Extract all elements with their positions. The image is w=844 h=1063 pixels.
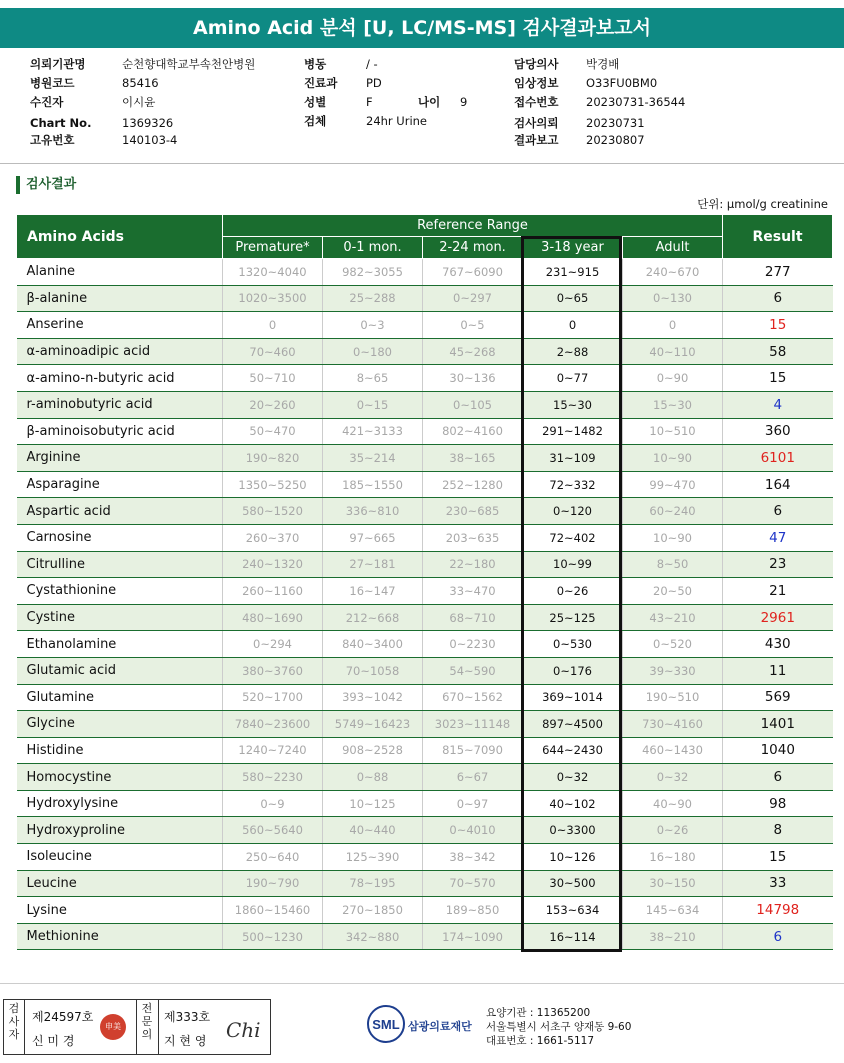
reference-range-cell: 815~7090 <box>423 737 523 764</box>
reference-range-cell: 560~5640 <box>223 817 323 844</box>
reference-range-cell: 342~880 <box>323 923 423 950</box>
table-row <box>17 764 833 791</box>
result-cell: 8 <box>723 817 833 844</box>
reference-range-cell: 33~470 <box>423 578 523 605</box>
reference-range-cell: 78~195 <box>323 870 423 897</box>
reference-range-cell: 802~4160 <box>423 418 523 445</box>
reference-range-cell: 72~332 <box>523 471 623 498</box>
reference-range-cell: 580~1520 <box>223 498 323 525</box>
table-row <box>17 418 833 445</box>
reference-range-cell: 0~3 <box>323 312 423 339</box>
reference-range-cell: 16~114 <box>523 923 623 950</box>
reference-range-cell: 336~810 <box>323 498 423 525</box>
reference-range-cell: 15~30 <box>523 391 623 418</box>
reference-range-cell: 1020~3500 <box>223 285 323 312</box>
inspector-number: 제24597호 <box>32 1010 94 1024</box>
reference-range-cell: 190~510 <box>623 684 723 711</box>
info-value: 이시윤 <box>122 95 156 109</box>
reference-range-cell: 0~4010 <box>423 817 523 844</box>
reference-range-cell: 185~1550 <box>323 471 423 498</box>
reference-range-cell: 54~590 <box>423 657 523 684</box>
reference-range-cell: 1350~5250 <box>223 471 323 498</box>
table-row <box>17 711 833 738</box>
reference-range-cell: 70~460 <box>223 338 323 365</box>
reference-range-cell: 5749~16423 <box>323 711 423 738</box>
amino-acid-name: Carnosine <box>17 524 223 551</box>
info-value: 20230731 <box>586 116 645 130</box>
phone: 대표번호 : 1661-5117 <box>486 1035 595 1047</box>
reference-range-cell: 20~50 <box>623 578 723 605</box>
inspector-name: 신 미 경 <box>32 1034 75 1048</box>
reference-range-cell: 520~1700 <box>223 684 323 711</box>
footer-divider <box>0 983 844 984</box>
reference-range-cell: 670~1562 <box>423 684 523 711</box>
result-cell: 23 <box>723 551 833 578</box>
amino-acid-name: Glutamine <box>17 684 223 711</box>
amino-acid-name: Cystine <box>17 604 223 631</box>
reference-range-cell: 35~214 <box>323 445 423 472</box>
table-row <box>17 684 833 711</box>
reference-range-cell: 0~3300 <box>523 817 623 844</box>
reference-range-cell: 1320~4040 <box>223 259 323 286</box>
table-row <box>17 737 833 764</box>
reference-range-cell: 10~90 <box>623 445 723 472</box>
result-cell: 14798 <box>723 897 833 924</box>
divider <box>0 163 844 164</box>
reference-range-cell: 203~635 <box>423 524 523 551</box>
reference-range-cell: 260~370 <box>223 524 323 551</box>
table-row <box>17 285 833 312</box>
result-cell: 15 <box>723 312 833 339</box>
reference-range-cell: 0~176 <box>523 657 623 684</box>
amino-acid-name: Lysine <box>17 897 223 924</box>
amino-acid-name: Arginine <box>17 445 223 472</box>
confirmer-name: 지 현 영 <box>164 1034 207 1048</box>
reference-range-cell: 10~510 <box>623 418 723 445</box>
reference-range-cell: 27~181 <box>323 551 423 578</box>
reference-range-cell: 3023~11148 <box>423 711 523 738</box>
reference-range-cell: 10~126 <box>523 844 623 871</box>
reference-range-cell: 10~99 <box>523 551 623 578</box>
reference-range-cell: 1860~15460 <box>223 897 323 924</box>
header-ref-col: 3-18 year <box>523 237 623 259</box>
table-row <box>17 259 833 286</box>
reference-range-cell: 380~3760 <box>223 657 323 684</box>
reference-range-cell: 22~180 <box>423 551 523 578</box>
result-cell: 15 <box>723 365 833 392</box>
info-label: Chart No. <box>30 116 92 130</box>
amino-acid-name: β-aminoisobutyric acid <box>17 418 223 445</box>
reference-range-cell: 0~2230 <box>423 631 523 658</box>
reference-range-cell: 0~15 <box>323 391 423 418</box>
result-cell: 33 <box>723 870 833 897</box>
divider <box>136 1000 137 1054</box>
reference-range-cell: 145~634 <box>623 897 723 924</box>
logo-text: 삼광의료재단 <box>408 1020 472 1033</box>
result-cell: 277 <box>723 259 833 286</box>
reference-range-cell: 0~180 <box>323 338 423 365</box>
result-cell: 6101 <box>723 445 833 472</box>
info-label: 수진자 <box>30 95 64 109</box>
amino-acid-name: Homocystine <box>17 764 223 791</box>
reference-range-cell: 10~125 <box>323 790 423 817</box>
reference-range-cell: 840~3400 <box>323 631 423 658</box>
amino-acid-name: Hydroxylysine <box>17 790 223 817</box>
result-cell: 47 <box>723 524 833 551</box>
reference-range-cell: 30~150 <box>623 870 723 897</box>
info-label: 담당의사 <box>514 57 559 71</box>
reference-range-cell: 70~1058 <box>323 657 423 684</box>
reference-range-cell: 10~90 <box>623 524 723 551</box>
results-table <box>16 214 833 950</box>
info-value: 140103-4 <box>122 133 178 147</box>
info-value: 박경배 <box>586 57 620 71</box>
result-cell: 6 <box>723 498 833 525</box>
reference-range-cell: 40~440 <box>323 817 423 844</box>
info-label: 고유번호 <box>30 133 75 147</box>
address: 서울특별시 서초구 양재동 9-60 <box>486 1021 632 1033</box>
info-label: 결과보고 <box>514 133 559 147</box>
reference-range-cell: 190~820 <box>223 445 323 472</box>
header-reference-range: Reference Range <box>223 215 723 237</box>
section-title: 검사결과 <box>16 176 76 194</box>
reference-range-cell: 767~6090 <box>423 259 523 286</box>
amino-acid-name: Isoleucine <box>17 844 223 871</box>
info-value: 순천향대학교부속천안병원 <box>122 57 256 71</box>
reference-range-cell: 0 <box>523 312 623 339</box>
table-row <box>17 817 833 844</box>
reference-range-cell: 30~500 <box>523 870 623 897</box>
info-label: 검사의뢰 <box>514 116 559 130</box>
result-cell: 2961 <box>723 604 833 631</box>
reference-range-cell: 0~26 <box>623 817 723 844</box>
reference-range-cell: 7840~23600 <box>223 711 323 738</box>
reference-range-cell: 0~97 <box>423 790 523 817</box>
amino-acid-name: Anserine <box>17 312 223 339</box>
divider <box>24 1000 25 1054</box>
reference-range-cell: 480~1690 <box>223 604 323 631</box>
header-ref-col: Premature* <box>223 237 323 259</box>
info-value: F <box>366 95 373 109</box>
amino-acid-name: Hydroxyproline <box>17 817 223 844</box>
info-label: 임상정보 <box>514 76 559 90</box>
reference-range-cell: 38~342 <box>423 844 523 871</box>
result-cell: 4 <box>723 391 833 418</box>
reference-range-cell: 16~147 <box>323 578 423 605</box>
results-body <box>17 259 833 950</box>
reference-range-cell: 260~1160 <box>223 578 323 605</box>
amino-acid-name: Aspartic acid <box>17 498 223 525</box>
header-ref-col: Adult <box>623 237 723 259</box>
logo-abbr: SML <box>372 1017 400 1032</box>
age-value: 9 <box>460 95 468 109</box>
reference-range-cell: 252~1280 <box>423 471 523 498</box>
reference-range-cell: 40~110 <box>623 338 723 365</box>
table-row <box>17 445 833 472</box>
reference-range-cell: 240~670 <box>623 259 723 286</box>
signature: Chi <box>226 1018 261 1042</box>
reference-range-cell: 0~9 <box>223 790 323 817</box>
info-label: 병원코드 <box>30 76 75 90</box>
amino-acid-name: Glycine <box>17 711 223 738</box>
info-label: 의뢰기관명 <box>30 57 86 71</box>
info-value: O33FU0BM0 <box>586 76 658 90</box>
table-row <box>17 844 833 871</box>
table-row <box>17 604 833 631</box>
header-ref-col: 0-1 mon. <box>323 237 423 259</box>
reference-range-cell: 125~390 <box>323 844 423 871</box>
reference-range-cell: 1240~7240 <box>223 737 323 764</box>
reference-range-cell: 43~210 <box>623 604 723 631</box>
reference-range-cell: 460~1430 <box>623 737 723 764</box>
reference-range-cell: 0~297 <box>423 285 523 312</box>
amino-acid-name: Histidine <box>17 737 223 764</box>
reference-range-cell: 30~136 <box>423 365 523 392</box>
result-cell: 1040 <box>723 737 833 764</box>
address-block <box>486 1006 631 1048</box>
info-value: / - <box>366 57 378 71</box>
reference-range-cell: 0~5 <box>423 312 523 339</box>
reference-range-cell: 38~165 <box>423 445 523 472</box>
reference-range-cell: 6~67 <box>423 764 523 791</box>
table-row <box>17 365 833 392</box>
info-label: 접수번호 <box>514 95 559 109</box>
amino-acid-name: Alanine <box>17 259 223 286</box>
table-row <box>17 897 833 924</box>
reference-range-cell: 38~210 <box>623 923 723 950</box>
reference-range-cell: 908~2528 <box>323 737 423 764</box>
reference-range-cell: 31~109 <box>523 445 623 472</box>
result-cell: 164 <box>723 471 833 498</box>
reference-range-cell: 0 <box>623 312 723 339</box>
amino-acid-name: Glutamic acid <box>17 657 223 684</box>
reference-range-cell: 230~685 <box>423 498 523 525</box>
info-label: 진료과 <box>304 76 338 90</box>
reference-range-cell: 0~32 <box>523 764 623 791</box>
reference-range-cell: 982~3055 <box>323 259 423 286</box>
table-row <box>17 551 833 578</box>
info-label: 성별 <box>304 95 327 109</box>
info-value: 85416 <box>122 76 159 90</box>
amino-acid-name: r-aminobutyric acid <box>17 391 223 418</box>
info-label: 검체 <box>304 114 327 128</box>
result-cell: 430 <box>723 631 833 658</box>
reference-range-cell: 8~50 <box>623 551 723 578</box>
reference-range-cell: 0~294 <box>223 631 323 658</box>
reference-range-cell: 39~330 <box>623 657 723 684</box>
reference-range-cell: 190~790 <box>223 870 323 897</box>
reference-range-cell: 393~1042 <box>323 684 423 711</box>
reference-range-cell: 153~634 <box>523 897 623 924</box>
info-value: PD <box>366 76 382 90</box>
result-cell: 98 <box>723 790 833 817</box>
table-row <box>17 578 833 605</box>
table-row <box>17 631 833 658</box>
reference-range-cell: 72~402 <box>523 524 623 551</box>
result-cell: 15 <box>723 844 833 871</box>
reference-range-cell: 0 <box>223 312 323 339</box>
reference-range-cell: 0~32 <box>623 764 723 791</box>
reference-range-cell: 174~1090 <box>423 923 523 950</box>
signature-box <box>3 999 271 1055</box>
table-row <box>17 790 833 817</box>
reference-range-cell: 500~1230 <box>223 923 323 950</box>
info-value: 24hr Urine <box>366 114 428 128</box>
result-cell: 6 <box>723 923 833 950</box>
reference-range-cell: 8~65 <box>323 365 423 392</box>
divider <box>158 1000 159 1054</box>
reference-range-cell: 730~4160 <box>623 711 723 738</box>
header-ref-col: 2-24 mon. <box>423 237 523 259</box>
result-cell: 6 <box>723 764 833 791</box>
reference-range-cell: 99~470 <box>623 471 723 498</box>
table-row <box>17 657 833 684</box>
reference-range-cell: 0~530 <box>523 631 623 658</box>
inspector-label: 검사자 <box>8 1002 20 1041</box>
result-cell: 6 <box>723 285 833 312</box>
reference-range-cell: 212~668 <box>323 604 423 631</box>
reference-range-cell: 0~105 <box>423 391 523 418</box>
unit-label: 단위: μmol/g creatinine <box>697 197 828 211</box>
reference-range-cell: 291~1482 <box>523 418 623 445</box>
result-cell: 360 <box>723 418 833 445</box>
table-row <box>17 498 833 525</box>
age-label: 나이 <box>418 95 441 109</box>
header-result: Result <box>723 215 833 259</box>
reference-range-cell: 0~88 <box>323 764 423 791</box>
result-cell: 1401 <box>723 711 833 738</box>
reference-range-cell: 644~2430 <box>523 737 623 764</box>
info-value: 20230807 <box>586 133 645 147</box>
info-label: 병동 <box>304 57 327 71</box>
reference-range-cell: 0~65 <box>523 285 623 312</box>
reference-range-cell: 25~288 <box>323 285 423 312</box>
table-row <box>17 471 833 498</box>
header-amino-acids: Amino Acids <box>17 215 223 259</box>
reference-range-cell: 0~130 <box>623 285 723 312</box>
reference-range-cell: 0~120 <box>523 498 623 525</box>
reference-range-cell: 0~90 <box>623 365 723 392</box>
inspector-seal: 申美 <box>100 1014 126 1040</box>
reference-range-cell: 68~710 <box>423 604 523 631</box>
result-cell: 21 <box>723 578 833 605</box>
amino-acid-name: Cystathionine <box>17 578 223 605</box>
amino-acid-name: α-amino-n-butyric acid <box>17 365 223 392</box>
reference-range-cell: 897~4500 <box>523 711 623 738</box>
reference-range-cell: 189~850 <box>423 897 523 924</box>
reference-range-cell: 25~125 <box>523 604 623 631</box>
reference-range-cell: 0~77 <box>523 365 623 392</box>
report-title: Amino Acid 분석 [U, LC/MS-MS] 검사결과보고서 <box>0 8 844 48</box>
reference-range-cell: 16~180 <box>623 844 723 871</box>
care-number: 요양기관 : 11365200 <box>486 1007 591 1019</box>
table-row <box>17 524 833 551</box>
amino-acid-name: β-alanine <box>17 285 223 312</box>
reference-range-cell: 250~640 <box>223 844 323 871</box>
reference-range-cell: 0~26 <box>523 578 623 605</box>
reference-range-cell: 270~1850 <box>323 897 423 924</box>
confirmer-number: 제333호 <box>164 1010 211 1024</box>
amino-acid-name: Leucine <box>17 870 223 897</box>
table-row <box>17 312 833 339</box>
reference-range-cell: 2~88 <box>523 338 623 365</box>
result-cell: 58 <box>723 338 833 365</box>
reference-range-cell: 40~90 <box>623 790 723 817</box>
amino-acid-name: Citrulline <box>17 551 223 578</box>
table-row <box>17 923 833 950</box>
confirmer-label: 전문의 <box>141 1002 153 1041</box>
reference-range-cell: 240~1320 <box>223 551 323 578</box>
reference-range-cell: 0~520 <box>623 631 723 658</box>
sml-logo-icon <box>366 1004 406 1044</box>
result-cell: 11 <box>723 657 833 684</box>
amino-acid-name: α-aminoadipic acid <box>17 338 223 365</box>
reference-range-cell: 60~240 <box>623 498 723 525</box>
reference-range-cell: 40~102 <box>523 790 623 817</box>
reference-range-cell: 15~30 <box>623 391 723 418</box>
info-value: 1369326 <box>122 116 174 130</box>
amino-acid-name: Asparagine <box>17 471 223 498</box>
reference-range-cell: 50~710 <box>223 365 323 392</box>
table-row <box>17 338 833 365</box>
reference-range-cell: 580~2230 <box>223 764 323 791</box>
reference-range-cell: 50~470 <box>223 418 323 445</box>
reference-range-cell: 20~260 <box>223 391 323 418</box>
amino-acid-name: Ethanolamine <box>17 631 223 658</box>
result-cell: 569 <box>723 684 833 711</box>
amino-acid-name: Methionine <box>17 923 223 950</box>
reference-range-cell: 45~268 <box>423 338 523 365</box>
reference-range-cell: 97~665 <box>323 524 423 551</box>
reference-range-cell: 421~3133 <box>323 418 423 445</box>
table-row <box>17 391 833 418</box>
info-value: 20230731-36544 <box>586 95 686 109</box>
reference-range-cell: 70~570 <box>423 870 523 897</box>
table-row <box>17 870 833 897</box>
reference-range-cell: 231~915 <box>523 259 623 286</box>
reference-range-cell: 369~1014 <box>523 684 623 711</box>
